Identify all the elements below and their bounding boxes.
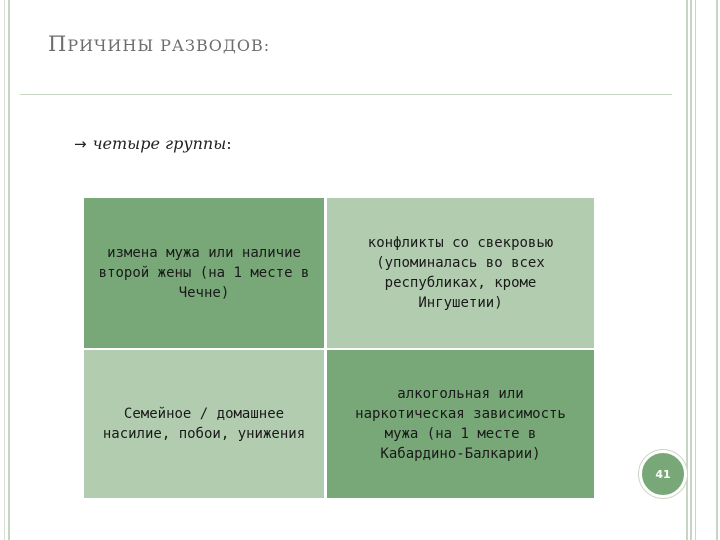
slide-title [48,32,270,56]
page-number-badge [639,450,687,498]
reason-cell-text: конфликты со свекровью (упоминалась во всех республиках, кроме Ингушетии) [367,235,554,311]
slide-right-rails [690,0,720,540]
slide-title-rest: РИЧИНЫ РАЗВОДОВ: [67,36,271,55]
reason-cell-infidelity [84,198,324,348]
reason-cell-text: Семейное / домашнее насилие, побои, унижения [102,406,306,442]
page-number: 41 [655,467,671,481]
bullet-item [74,134,232,153]
reason-cell-addiction [327,350,594,498]
reasons-grid [84,198,594,498]
title-divider [20,94,672,95]
reason-cell-domestic-violence [84,350,324,498]
slide-frame-outer-line [4,0,5,540]
bullet-colon: : [226,134,232,153]
slide-title-initial: П [48,32,68,56]
reason-cell-text: измена мужа или наличие второй жены (на 1 месте в Чечне) [98,245,310,301]
bullet-text: четыре группы [92,134,227,153]
arrow-right-icon: → [74,135,87,153]
reason-cell-mother-in-law [327,198,594,348]
reason-cell-text: алкогольная или наркотическая зависимость мужа (на 1 месте в Кабардино-Балкарии) [355,386,566,462]
